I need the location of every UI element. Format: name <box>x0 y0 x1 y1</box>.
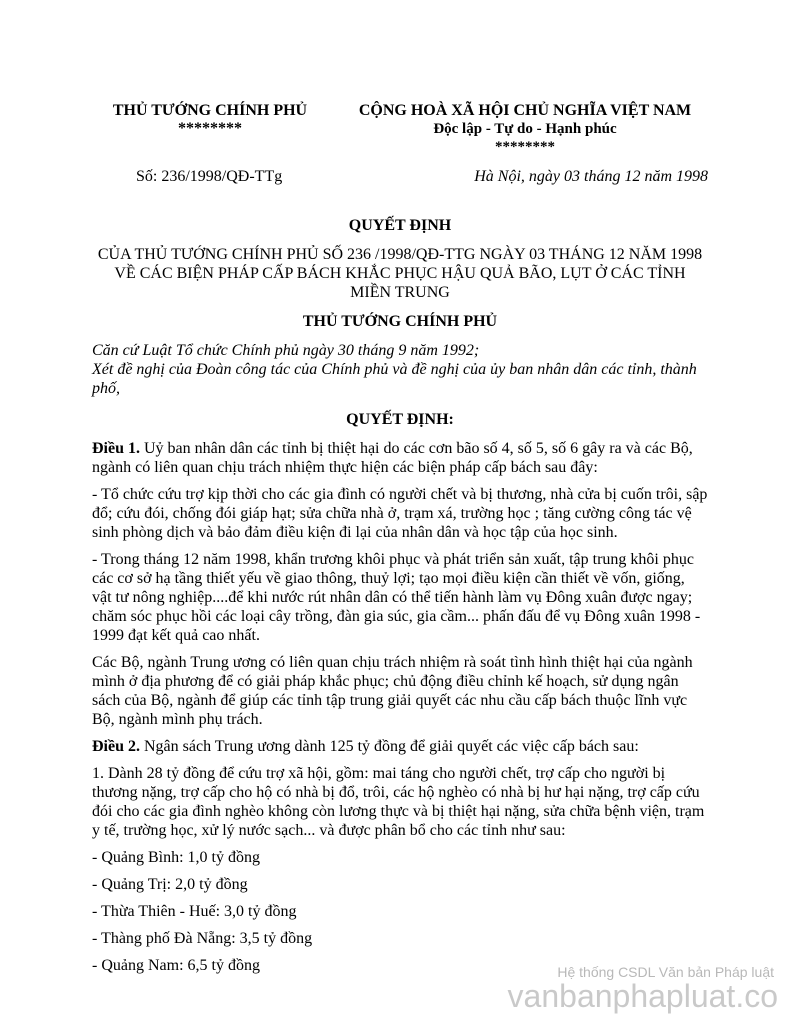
authority-heading: THỦ TƯỚNG CHÍNH PHỦ <box>302 313 498 330</box>
allocation-item: - Thàng phố Đà Nẵng: 3,5 tỷ đồng <box>92 930 313 947</box>
document-subtitle: CỦA THỦ TƯỚNG CHÍNH PHỦ SỐ 236 /1998/QĐ-TTG NGÀY 03 THÁNG 12 NĂM 1998 VỀ CÁC BIỆN PHÁP CẤP BÁCH KHẮC PHỤC HẬU QUẢ BÃO, LỤT Ở CÁC TỈNH MIỀN TRUNG <box>97 246 703 301</box>
paragraph-1: - Tổ chức cứu trợ kịp thời cho các gia đình có người chết và bị thương, nhà cửa bị cuốn trôi, sập đổ; cứu đói, chống đói giáp hạt; sửa chữa nhà ở, trạm xá, trường học ; tăng cường công tác vệ sinh phòng dịch và bảo đảm điều kiện đi lại của nhân dân và học tập của học sinh. <box>92 486 708 541</box>
watermark-site: vanbanphapluat.co <box>507 978 778 1014</box>
paragraph-4: 1. Dành 28 tỷ đồng để cứu trợ xã hội, gồm: mai táng cho người chết, trợ cấp cho người bị thương nặng, trợ cấp cho hộ có nhà bị đổ, trôi, các hộ nghèo có nhà bị hư hại nặng, trợ cấp cứu đói cho các gia đình nghèo không còn lương thực và bị thiệt hại nặng, sửa chữa bệnh viện, trạm y tế, trường học, xử lý nước sạch... và được phân bổ cho các tỉnh như sau: <box>92 765 705 839</box>
legal-basis-1: Căn cứ Luật Tổ chức Chính phủ ngày 30 tháng 9 năm 1992; <box>92 342 480 359</box>
document-date: Hà Nội, ngày 03 tháng 12 năm 1998 <box>474 168 708 185</box>
article-2-label: Điều 2. <box>92 738 140 755</box>
watermark-caption: Hệ thống CSDL Văn bản Pháp luật <box>557 964 774 980</box>
article-2 <box>92 737 708 756</box>
allocation-item: - Quảng Nam: 6,5 tỷ đồng <box>92 957 260 974</box>
paragraph-3: Các Bộ, ngành Trung ương có liên quan chịu trách nhiệm rà soát tình hình thiệt hại của ngành mình ở địa phương để có giải pháp khắc phục; chủ động điều chỉnh kế hoạch, sử dụng ngân sách của Bộ, ngành để giúp các tỉnh tập trung giải quyết các nhu cầu cấp bách thuộc lĩnh vực Bộ, ngành mình phụ trách. <box>92 654 693 728</box>
issuer-header <box>100 102 320 138</box>
decision-heading: QUYẾT ĐỊNH: <box>346 411 454 428</box>
document-body <box>92 216 708 983</box>
article-1-text: Uỷ ban nhân dân các tỉnh bị thiệt hại do các cơn bão số 4, số 5, số 6 gây ra và các Bộ, ngành có liên quan chịu trách nhiệm thực hiện các biện pháp cấp bách sau đây: <box>92 440 693 476</box>
allocation-item: - Quảng Bình: 1,0 tỷ đồng <box>92 849 260 866</box>
legal-basis <box>92 341 708 398</box>
allocation-item: - Quảng Trị: 2,0 tỷ đồng <box>92 876 248 893</box>
allocation-item: - Thừa Thiên - Huế: 3,0 tỷ đồng <box>92 903 297 920</box>
document-title: QUYẾT ĐỊNH <box>348 217 452 234</box>
article-1-label: Điều 1. <box>92 440 140 457</box>
national-header <box>345 102 705 156</box>
article-2-text: Ngân sách Trung ương dành 125 tỷ đồng để giải quyết các việc cấp bách sau: <box>140 738 639 755</box>
paragraph-2: - Trong tháng 12 năm 1998, khẩn trương khôi phục và phát triển sản xuất, tập trung khôi phục các cơ sở hạ tầng thiết yếu về giao thông, thuỷ lợi; tạo mọi điều kiện cần thiết về vốn, giống, vật tư nông nghiệp....để khi nước rút nhân dân có thể tiến hành làm vụ Đông xuân được ngay; chăm sóc phục hồi các loại cây trồng, đàn gia súc, gia cầm... phấn đấu để vụ Đông xuân 1998 - 1999 đạt kết quả cao nhất. <box>92 551 701 644</box>
national-stars: ******** <box>495 139 555 155</box>
national-motto: Độc lập - Tự do - Hạnh phúc <box>433 121 617 137</box>
issuer-stars: ******** <box>178 120 242 137</box>
national-title: CỘNG HOÀ XÃ HỘI CHỦ NGHĨA VIỆT NAM <box>358 102 692 119</box>
article-1 <box>92 439 708 477</box>
document-number: Số: 236/1998/QĐ-TTg <box>136 168 283 185</box>
issuer-title: THỦ TƯỚNG CHÍNH PHỦ <box>112 102 308 119</box>
legal-basis-2: Xét đề nghị của Đoàn công tác của Chính phủ và đề nghị của ủy ban nhân dân các tỉnh, thành phố, <box>92 361 697 397</box>
